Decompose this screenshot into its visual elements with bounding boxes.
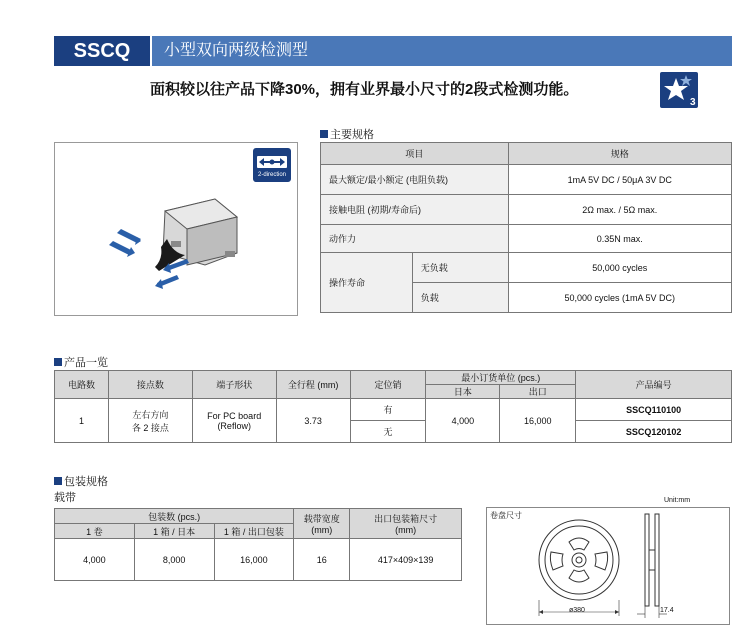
reel-title: 卷盘尺寸 [490,511,522,520]
spec-col-item: 项目 [321,143,509,165]
col-part-no: 产品编号 [576,371,732,399]
col-min-order: 最小订货单位 (pcs.) [426,371,576,385]
spec-col-spec: 规格 [508,143,731,165]
products-heading: 产品一览 [54,354,108,370]
reel-diagram-frame [486,507,730,625]
cell-carton: 417×409×139 [350,539,462,581]
cell-travel: 3.73 [276,399,350,443]
spec-item: 最大额定/最小额定 (电阻负载) [321,165,509,195]
packing-table [54,508,462,581]
rating-badge [660,72,698,108]
reel-diameter: ø380 [569,607,585,614]
cell-pin-no: 无 [350,421,426,443]
spec-value: 1mA 5V DC / 50μA 3V DC [508,165,731,195]
col-carton: 出口包装箱尺寸 (mm) [350,509,462,539]
table-row [55,539,462,581]
col-japan: 日本 [426,385,500,399]
spec-sub-item: 无负载 [412,253,508,283]
cell-pin-yes: 有 [350,399,426,421]
cell-tape-width: 16 [294,539,350,581]
cell-box-jp: 8,000 [134,539,214,581]
cell-circuits: 1 [55,399,109,443]
spec-value: 50,000 cycles (1mA 5V DC) [508,283,731,313]
table-row [321,225,732,253]
spec-table [320,142,732,313]
spec-heading: 主要规格 [320,126,374,142]
table-row [321,165,732,195]
cell-contacts: 左右方向 各 2 接点 [108,399,192,443]
table-row [321,253,732,283]
spec-item: 接触电阻 (初期/寿命后) [321,195,509,225]
badge-number: 3 [690,97,696,108]
table-row [55,399,732,421]
unit-label: Unit:mm [664,497,691,504]
table-row [321,195,732,225]
packing-heading: 包装规格 [54,473,108,489]
col-circuits: 电路数 [55,371,109,399]
col-box-exp: 1 箱 / 出口包装 [214,524,294,539]
spec-item: 动作力 [321,225,509,253]
product-subtitle: 面积较以往产品下降30%，拥有业界最小尺寸的2段式检测功能。 [150,81,579,98]
products-table [54,370,732,443]
col-terminal: 端子形状 [192,371,276,399]
cell-export: 16,000 [500,399,576,443]
reel-diagram [487,508,729,624]
spec-item: 操作寿命 [321,253,413,313]
product-code: SSCQ [54,36,150,66]
product-title: 小型双向两级检测型 [152,36,732,66]
packing-subheading: 载带 [54,492,76,504]
spec-value: 0.35N max. [508,225,731,253]
col-travel: 全行程 (mm) [276,371,350,399]
star-icon [660,72,698,108]
col-qty: 包装数 (pcs.) [55,509,294,524]
col-export: 出口 [500,385,576,399]
spec-value: 2Ω max. / 5Ω max. [508,195,731,225]
cell-reel: 4,000 [55,539,135,581]
col-reel: 1 卷 [55,524,135,539]
col-contacts: 接点数 [108,371,192,399]
spec-sub-item: 负载 [412,283,508,313]
col-box-jp: 1 箱 / 日本 [134,524,214,539]
reel-width: 17.4 [660,607,674,614]
cell-box-exp: 16,000 [214,539,294,581]
two-direction-label: 2-direction [257,172,286,178]
cell-part-2: SSCQ120102 [576,421,732,443]
col-pin: 定位销 [350,371,426,399]
spec-value: 50,000 cycles [508,253,731,283]
col-tape-width: 载带宽度 (mm) [294,509,350,539]
cell-japan: 4,000 [426,399,500,443]
cell-terminal: For PC board (Reflow) [192,399,276,443]
cell-part-1: SSCQ110100 [576,399,732,421]
